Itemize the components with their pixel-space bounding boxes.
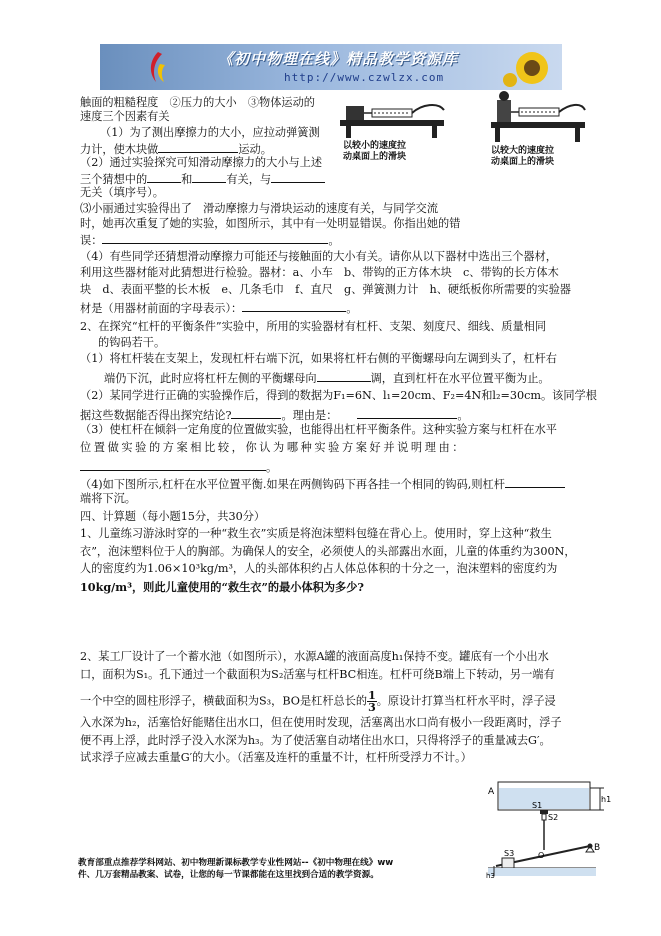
text-line: ⑶小丽通过实验得出了 滑动摩擦力与滑块运动的速度有关，与同学交流 <box>80 202 439 215</box>
friction-figure-fast <box>487 86 587 146</box>
answer-blank[interactable] <box>271 171 325 183</box>
text-line: 试求浮子应减去重量G′的大小。（活塞及连杆的重量不计，杠杆所受浮力不计。） <box>80 751 472 764</box>
text-span: 。理由是： <box>281 409 338 422</box>
sunflower-icon <box>502 46 558 88</box>
text-line: 2、某工厂设计了一个蓄水池（如图所示），水源A罐的液面高度h₁保持不变。罐底有一个小出水 <box>80 650 549 663</box>
text-span: 。原设计打算当杠杆水平时，浮子浸 <box>376 694 556 708</box>
text-line: 2、在探究“杠杆的平衡条件”实验中，所用的实验器材有杠杆、支架、刻度尺、细线、质量相同 <box>80 320 547 333</box>
text-line: （1）将杠杆装在支架上，发现杠杆右端下沉，如果将杠杆右侧的平衡螺母向左调到头了，杠杆右 <box>80 352 557 365</box>
text-line: 触面的粗糙程度 ②压力的大小 ③物体运动的 <box>80 96 315 109</box>
answer-blank[interactable] <box>357 407 457 419</box>
footer-line: 件、几万套精品教案、试卷，让您的每一节课都能在这里找到合适的教学资源。 <box>78 870 379 880</box>
text-span: 。 <box>266 461 278 474</box>
label-A: A <box>488 787 495 797</box>
text-line: 的钩码若干。 <box>98 336 166 349</box>
answer-blank[interactable] <box>158 141 238 153</box>
text-line <box>80 459 277 475</box>
site-logo-icon <box>146 50 168 84</box>
text-span: 和 <box>181 173 193 186</box>
text-span: 力计，使木块做 <box>80 143 159 156</box>
text-span: 。 <box>346 302 358 315</box>
label-S2: S2 <box>548 813 559 822</box>
text-line: 便不再上浮，此时浮子没入水深为h₃。为了使活塞自动堵住出水口，只得将浮子的重量减去G′。 <box>80 734 551 747</box>
reservoir-lever-diagram <box>486 770 610 880</box>
answer-blank[interactable] <box>317 370 371 382</box>
banner-title: 《初中物理在线》精品教学资源库 <box>218 50 459 68</box>
fraction-one-third <box>367 690 377 713</box>
text-span: 运动。 <box>238 143 272 156</box>
text-span: 端仍下沉，此时应将杠杆左侧的平衡螺母向 <box>104 372 317 385</box>
text-line <box>80 690 556 713</box>
friction-figure-slow <box>338 92 446 138</box>
text-span: （4)如下图所示,杠杆在水平位置平衡.如果在两侧钩码下再各挂一个相同的钩码,则杠杆 <box>80 478 505 491</box>
text-line <box>80 141 272 157</box>
text-line: 10kg/m³，则此儿童使用的“救生衣”的最小体积为多少? <box>80 580 364 594</box>
text-span: 有关，与 <box>226 173 272 186</box>
text-line: （2）某同学进行正确的实验操作后，得到的数据为F₁=6N、l₁=20cm、F₂=4N和l₂=30cm。该同学根 <box>80 389 597 402</box>
text-line: 无关（填序号）。 <box>80 186 164 199</box>
header-banner <box>100 44 562 90</box>
answer-blank[interactable] <box>80 459 266 471</box>
label-h1: h1 <box>601 795 612 804</box>
friction-caption-right-2: 动桌面上的滑块 <box>491 157 555 167</box>
friction-caption-left-1: 以较小的速度拉 <box>343 141 407 151</box>
text-line: 块 d、表面平整的长木板 e、几条毛巾 f、直尺 g、弹簧测力计 h、硬纸板你所需要的实验器 <box>80 283 571 296</box>
text-line: （1）为了测出摩擦力的大小，应拉动弹簧测 <box>100 126 320 139</box>
text-line: 入水深为h₂，活塞恰好能赌住出水口，但在使用时发现，活塞离出水口尚有极小一段距离时，浮子 <box>80 716 562 729</box>
answer-blank[interactable] <box>242 300 346 312</box>
label-h3: h3 <box>486 872 495 880</box>
text-line: 时，她再次重复了她的实验，如图所示，其中有一处明显错误。你指出她的错 <box>80 217 461 230</box>
text-line: 利用这些器材能对此猜想进行检验。器材：a、小车 b、带钩的正方体木块 c、带钩的长方体木 <box>80 266 559 279</box>
text-line: （2）通过实验探究可知滑动摩擦力的大小与上述 <box>80 156 323 169</box>
friction-caption-right-1: 以较大的速度拉 <box>491 146 555 156</box>
text-line: 误： 。 <box>80 234 340 247</box>
text-span: 材是（用器材前面的字母表示）： <box>80 302 243 315</box>
answer-blank[interactable] <box>192 171 226 183</box>
answer-blank[interactable] <box>147 171 181 183</box>
text-line: 衣”，泡沫塑料位于人的胸部。为确保人的安全，必须使人的头部露出水面，儿童的体重约为300N， <box>80 545 576 558</box>
text-line <box>80 171 325 187</box>
text-line <box>104 370 550 386</box>
text-span: 误： <box>80 234 103 247</box>
text-line: 人的密度约为1.06×10³kg/m³，人的头部体积约占人体总体积的十分之一，泡沫塑料的密度约为 <box>80 562 558 575</box>
text-line: 端将下沉。 <box>80 492 136 505</box>
friction-caption-left-2: 动桌面上的滑块 <box>343 152 407 162</box>
answer-blank[interactable] <box>505 476 565 488</box>
text-span: 一个中空的圆柱形浮子，横截面积为S₃，BO是杠杆总长的 <box>80 694 368 708</box>
text-span: 据这些数据能否得出探究结论? <box>80 409 232 422</box>
label-S3: S3 <box>504 849 515 858</box>
text-line: （3）使杠杆在倾斜一定角度的位置做实验，也能得出杠杆平衡条件。这种实验方案与杠杆在水平 <box>80 423 557 436</box>
text-line: 位置做实验的方案相比较，你认为哪种实验方案好并说明理由： <box>80 441 467 454</box>
text-line: 口，面积为S₁。孔下通过一个截面积为S₂活塞与杠杆BC相连。杠杆可绕B端上下转动，另一端有 <box>80 668 555 681</box>
banner-url[interactable]: http://www.czwlzx.com <box>284 71 445 84</box>
label-O: O <box>538 851 545 860</box>
text-line: （4）有些同学还猜想滑动摩擦力可能还与接触面的大小有关。请你从以下器材中选出三个器材， <box>80 250 557 263</box>
answer-blank[interactable] <box>231 407 281 419</box>
text-span: 调，直到杠杆在水平位置平衡为止。 <box>370 372 550 385</box>
text-span: 三个猜想中的 <box>80 173 148 186</box>
text-line <box>80 476 565 492</box>
text-span: 。 <box>457 409 469 422</box>
text-line <box>80 407 469 423</box>
fraction-numerator: 1 <box>368 689 376 702</box>
fraction-denominator: 3 <box>368 701 376 714</box>
text-line <box>80 300 357 316</box>
footer-line: 教育部重点推荐学科网站、初中物理新课标教学专业性网站--《初中物理在线》ww <box>78 858 394 868</box>
text-line: 速度三个因素有关 <box>80 110 170 123</box>
label-B: B <box>594 843 601 853</box>
answer-blank[interactable] <box>102 232 328 244</box>
section-heading: 四、计算题（每小题15分，共30分） <box>80 510 266 523</box>
text-line: 1、儿童练习游泳时穿的一种“救生衣”实质是将泡沫塑料包缝在背心上。使用时，穿上这种“救生 <box>80 527 552 540</box>
label-S1: S1 <box>532 801 543 810</box>
